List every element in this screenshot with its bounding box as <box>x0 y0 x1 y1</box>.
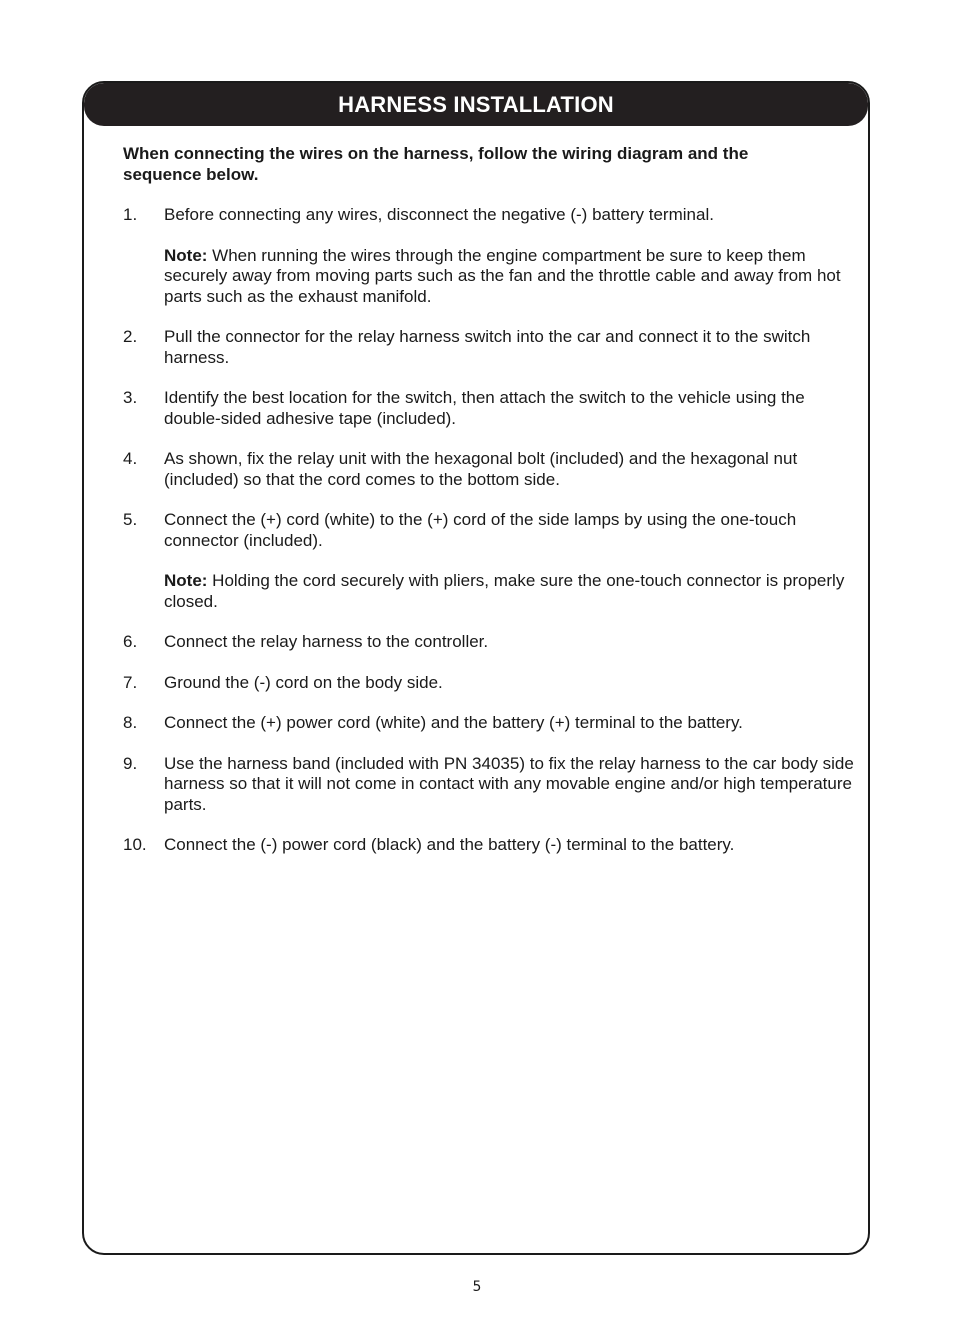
step-number: 5. <box>123 510 138 529</box>
page-number: 5 <box>472 1279 482 1295</box>
step-text: Connect the (+) power cord (white) and the battery (+) terminal to the battery. <box>164 713 743 732</box>
step-text: Connect the (-) power cord (black) and the battery (-) terminal to the battery. <box>164 835 735 854</box>
step-text: Before connecting any wires, disconnect the negative (-) battery terminal. <box>164 205 714 224</box>
note-text: When running the wires through the engine compartment be sure to keep them securely away from moving parts such as the fan and the throttle cable and away from hot parts such as the exhaust manifold. <box>164 245 841 306</box>
step-text: Use the harness band (included with PN 34035) to fix the relay harness to the car body side harness so that it will not come in contact with any movable engine and/or high temperature parts. <box>164 753 854 814</box>
step-text: Identify the best location for the switch, then attach the switch to the vehicle using the double-sided adhesive tape (included). <box>164 388 805 428</box>
step-body <box>164 449 855 490</box>
section-header <box>84 83 868 126</box>
step-number: 10. <box>123 835 147 854</box>
step-number: 6. <box>123 632 138 651</box>
step-text: Ground the (-) cord on the body side. <box>164 672 443 692</box>
section-title: HARNESS INSTALLATION <box>338 91 614 117</box>
step-text: Connect the relay harness to the controller. <box>164 632 489 651</box>
step-text: Pull the connector for the relay harness switch into the car and connect it to the switch harness. <box>164 327 811 367</box>
step-body <box>164 673 855 694</box>
step-note <box>164 246 855 308</box>
step-number: 9. <box>123 753 138 773</box>
instructions-content <box>123 144 855 876</box>
step-number: 1. <box>123 205 138 224</box>
step-body <box>164 632 855 653</box>
step-note <box>164 571 855 612</box>
intro-text: When connecting the wires on the harness, follow the wiring diagram and the sequence below. <box>123 144 749 184</box>
step-number: 4. <box>123 449 138 468</box>
step-number: 3. <box>123 388 138 407</box>
step-item <box>123 327 855 368</box>
step-item <box>123 673 855 694</box>
step-item <box>123 754 855 816</box>
step-body <box>164 205 855 307</box>
page-frame <box>82 81 870 1255</box>
step-body <box>164 510 855 612</box>
step-text: Connect the (+) cord (white) to the (+) cord of the side lamps by using the one-touch connector (included). <box>164 510 797 550</box>
step-item <box>123 205 855 307</box>
step-body <box>164 388 855 429</box>
step-number: 2. <box>123 327 138 346</box>
step-body <box>164 754 855 816</box>
step-item <box>123 632 855 653</box>
step-item <box>123 713 855 734</box>
step-number: 8. <box>123 713 138 732</box>
step-text: As shown, fix the relay unit with the hexagonal bolt (included) and the hexagonal nut (included) so that the cord comes to the bottom side. <box>164 449 798 489</box>
step-body <box>164 327 855 368</box>
step-body <box>164 835 855 856</box>
step-item <box>123 510 855 612</box>
step-item <box>123 388 855 429</box>
note-label: Note: <box>164 245 208 265</box>
note-label: Note: <box>164 571 208 590</box>
step-body <box>164 713 855 734</box>
note-text: Holding the cord securely with pliers, make sure the one-touch connector is properly closed. <box>164 571 845 611</box>
step-item <box>123 449 855 490</box>
step-item <box>123 835 855 856</box>
step-number: 7. <box>123 672 138 692</box>
